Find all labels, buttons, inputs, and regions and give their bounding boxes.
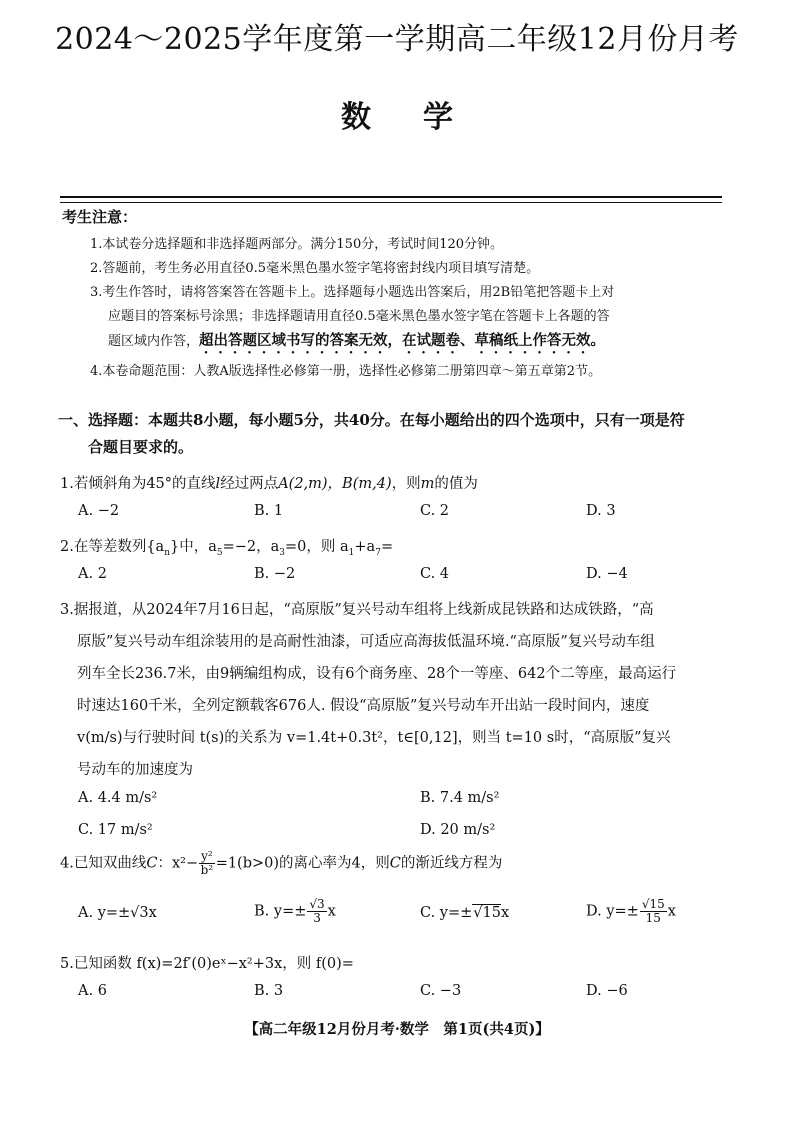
q4-option-a: A. y=±√3x: [78, 905, 157, 921]
subject-title: 数学: [341, 100, 505, 135]
q4-d-text: x: [667, 903, 676, 920]
question-3-line-2: 原版”复兴号动车组涂装用的是高耐性油漆，可适应高海拔低温环境.“高原版”复兴号动车组: [77, 634, 655, 650]
q4-c-text: C. y=±: [420, 905, 473, 921]
q4-option-d: [586, 898, 676, 925]
q4-option-b: [254, 898, 336, 925]
page-footer: 【高二年级12月份月考·数学 第1页(共4页)】: [244, 1021, 550, 1038]
q2-text: =0，则 a: [285, 539, 349, 555]
q4-var-c: C: [389, 855, 401, 872]
q4-var-c: C: [146, 855, 158, 872]
q2-text: +a: [354, 539, 376, 555]
q5-option-b: B. 3: [254, 983, 284, 999]
q4-option-c: [420, 905, 509, 921]
question-3-line-1: 3.据报道，从2024年7月16日起，“高原版”复兴号动车组将上线新成昆铁路和达成铁路，“高: [60, 602, 654, 618]
q4-text: 的渐近线方程为: [400, 855, 503, 872]
q4-d-text: D. y=±: [586, 903, 639, 920]
q4-text: =1(b>0)的离心率为4，则: [215, 855, 390, 872]
q1-var-m: m: [420, 476, 435, 492]
q4-b-den: 3: [313, 911, 321, 925]
notice-item-2: 2.答题前，考生务必用直径0.5毫米黑色墨水签字笔将密封线内项目填写清楚。: [90, 261, 540, 276]
q1-text: ，则: [391, 476, 421, 492]
notice-item-3-line-3: [108, 329, 605, 357]
q4-text: 4.已知双曲线: [60, 855, 147, 872]
q1-option-b: B. 1: [254, 503, 284, 519]
q1-text: 的值为: [434, 476, 478, 492]
notice-title: 考生注意：: [62, 208, 138, 226]
q4-frac-den: b²: [200, 863, 214, 877]
section-heading-line-2: 合题目要求的。: [88, 438, 194, 456]
exam-title: 2024～2025学年度第一学期高二年级12月份月考: [55, 22, 739, 57]
q2-text: }中，a: [170, 539, 217, 555]
question-3-line-4: 时速达160千米，全列定额载客676人. 假设“高原版”复兴号动车开出站一段时间内，速度: [77, 698, 650, 714]
notice-item-4: 4.本卷命题范围：人教A版选择性必修第一册，选择性必修第二册第四章～第五章第2节。: [90, 364, 602, 379]
q3-option-c: C. 17 m/s²: [78, 822, 153, 838]
q4-d-den: 15: [645, 911, 661, 925]
q3-option-b: B. 7.4 m/s²: [420, 790, 500, 806]
q2-sub: n: [164, 547, 171, 558]
q5-option-d: D. −6: [586, 983, 628, 999]
q4-b-fraction: [307, 898, 326, 925]
q1-var-l: l: [215, 476, 221, 492]
q1-text: 1.若倾斜角为45°的直线: [60, 476, 216, 492]
q2-sub: 1: [348, 547, 355, 558]
q2-text: =−2，a: [222, 539, 280, 555]
notice-item-3-line-1: 3.考生作答时，请将答案答在答题卡上。选择题每小题选出答案后，用2B铅笔把答题卡上对: [90, 285, 615, 300]
q2-sub: 7: [375, 547, 381, 558]
q4-c-radical: √15: [473, 905, 501, 921]
q2-sub: 3: [279, 547, 286, 558]
question-2: [60, 535, 393, 558]
q4-fraction: [199, 850, 215, 877]
q1-option-c: C. 2: [420, 503, 450, 519]
q4-b-text: B. y=±: [254, 903, 307, 920]
q4-b-num: √3: [309, 897, 325, 911]
question-1: [60, 472, 478, 493]
q2-option-d: D. −4: [586, 566, 628, 582]
question-3-line-3: 列车全长236.7米，由9辆编组构成，设有6个商务座、28个一等座、642个二等座，最高运行: [77, 666, 677, 682]
notice-item-3-line-2: 应题目的答案标号涂黑；非选择题请用直径0.5毫米黑色墨水签字笔在答题卡上各题的答: [108, 309, 610, 324]
section-heading-line-1: 一、选择题：本题共8小题，每小题5分，共40分。在每小题给出的四个选项中，只有一项是符: [58, 411, 685, 429]
q2-option-a: A. 2: [78, 566, 107, 582]
q2-option-c: C. 4: [420, 566, 450, 582]
q2-sub: 5: [216, 547, 223, 558]
q2-text: 2.在等差数列{a: [60, 539, 165, 555]
q4-c-text: x: [501, 905, 510, 921]
q4-d-fraction: [640, 898, 667, 925]
q1-option-a: A. −2: [78, 503, 120, 519]
q3-option-d: D. 20 m/s²: [420, 822, 496, 838]
q4-text: ：x²−: [157, 855, 199, 872]
q1-option-d: D. 3: [586, 503, 616, 519]
notice-emphasis: 超出答题区域书写的答案无效，在试题卷、草稿纸上作答无效。: [199, 333, 606, 349]
q4-frac-num: y²: [201, 849, 213, 863]
question-4: [60, 850, 502, 877]
q1-text: 经过两点: [220, 476, 279, 492]
notice-item-1: 1.本试卷分选择题和非选择题两部分。满分150分，考试时间120分钟。: [90, 237, 504, 252]
header-divider-thin: [60, 202, 722, 203]
question-3-line-6: 号动车的加速度为: [77, 762, 193, 778]
q4-b-text: x: [327, 903, 336, 920]
q4-d-num: √15: [641, 897, 665, 911]
question-5: 5.已知函数 f(x)=2f′(0)eˣ−x²+3x，则 f(0)=: [60, 956, 354, 972]
question-3-line-5: v(m/s)与行驶时间 t(s)的关系为 v=1.4t+0.3t²，t∈[0,12]，则当 t=10 s时，“高原版”复兴: [77, 730, 671, 746]
q5-option-c: C. −3: [420, 983, 462, 999]
q2-option-b: B. −2: [254, 566, 296, 582]
q5-option-a: A. 6: [78, 983, 107, 999]
notice-item-3-line-3-text: 题区域内作答，: [108, 334, 200, 349]
header-divider-thick: [60, 196, 722, 198]
q1-points: A(2,m)，B(m,4): [278, 476, 392, 492]
q2-text: =: [380, 539, 394, 555]
q3-option-a: A. 4.4 m/s²: [78, 790, 158, 806]
